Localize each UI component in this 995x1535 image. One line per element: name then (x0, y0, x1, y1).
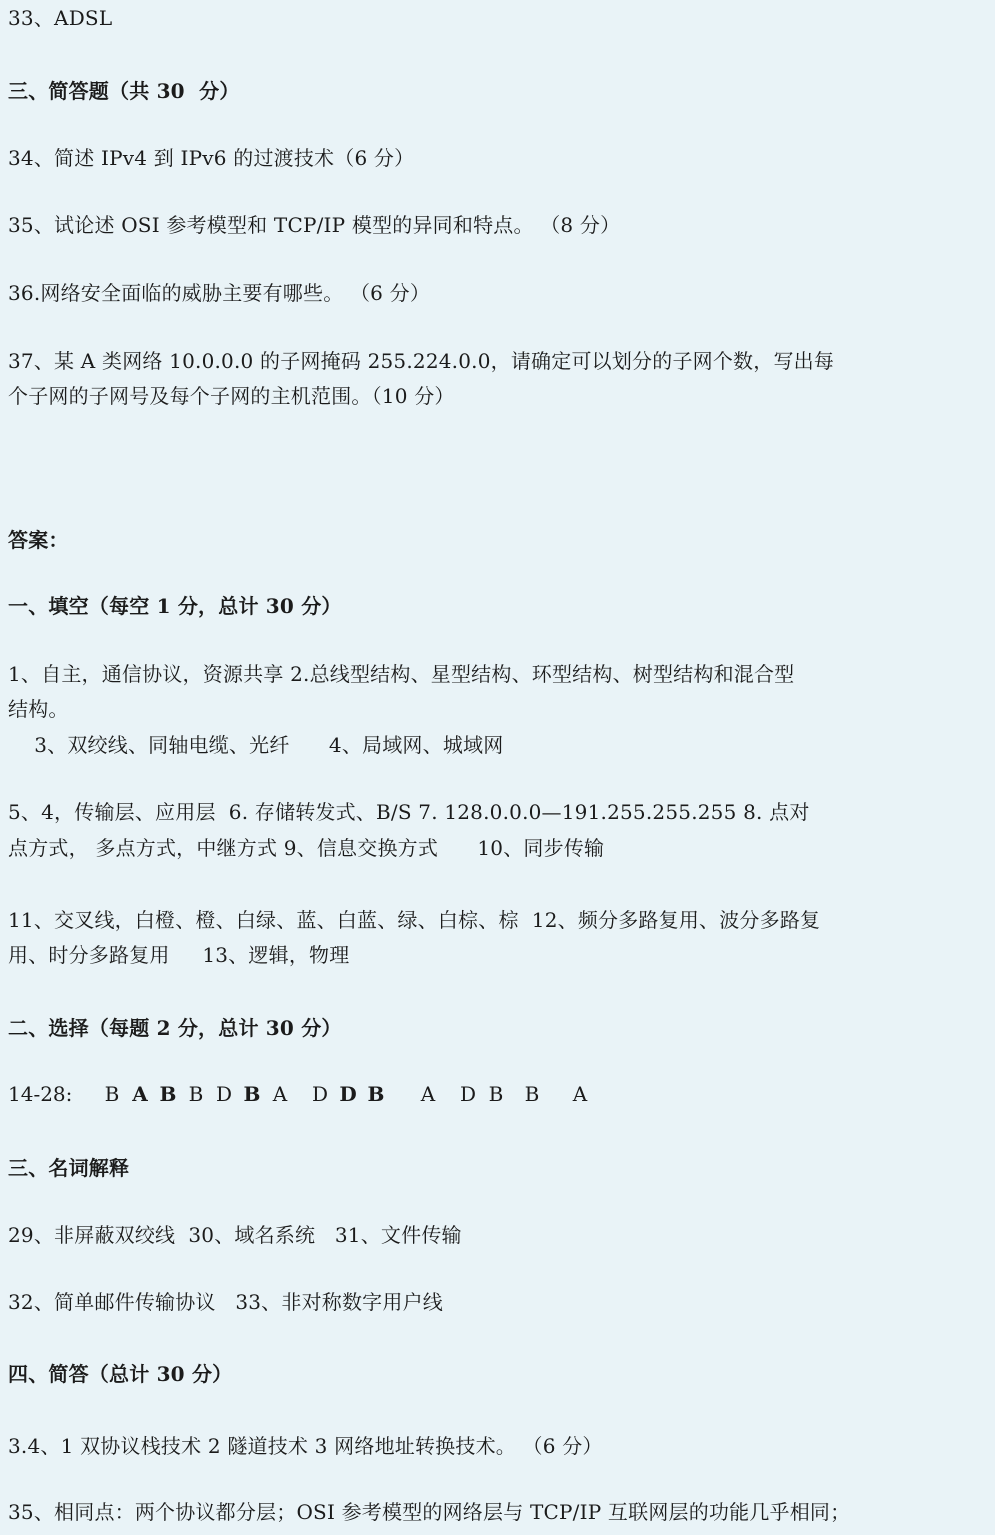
noun-answer-29-31: 29、非屏蔽双绞线 30、域名系统 31、文件传输 (8, 1223, 462, 1247)
answer-line-33: 33、ADSL (8, 6, 113, 30)
short-answer-34: 3.4、1 双协议栈技术 2 隧道技术 3 网络地址转换技术。 （6 分） (8, 1434, 603, 1458)
section-short-answer-title: 三、简答题（共 30 分） (8, 79, 240, 103)
choice-answer: B (104, 1082, 120, 1106)
choice-answer: B (159, 1082, 177, 1106)
fill-blank-answer-1: 1、自主，通信协议，资源共享 2.总线型结构、星型结构、环型结构、树型结构和混合型 (8, 662, 795, 686)
fill-blank-answer-3-4: 3、双绞线、同轴电缆、光纤 4、局域网、城域网 (8, 733, 504, 757)
fill-blank-answer-11-12-cont: 用、时分多路复用 13、逻辑，物理 (8, 943, 350, 967)
choice-answer: B (243, 1082, 261, 1106)
choice-answer: A (572, 1082, 588, 1106)
choice-answer: D (339, 1082, 357, 1106)
choice-answer: B (188, 1082, 204, 1106)
choice-answer: B (367, 1082, 385, 1106)
fill-blank-answer-11-12: 11、交叉线，白橙、橙、白绿、蓝、白蓝、绿、白棕、棕 12、频分多路复用、波分多路复 (8, 908, 821, 932)
choice-answer: D (459, 1082, 477, 1106)
noun-explanation-title: 三、名词解释 (8, 1156, 130, 1180)
choice-answer: B (524, 1082, 540, 1106)
question-36: 36.网络安全面临的威胁主要有哪些。 （6 分） (8, 281, 431, 305)
question-35: 35、试论述 OSI 参考模型和 TCP/IP 模型的异同和特点。 （8 分） (8, 213, 621, 237)
answer-heading: 答案： (8, 528, 69, 552)
choice-answer: A (132, 1082, 148, 1106)
fill-blank-answer-5-8: 5、4，传输层、应用层 6. 存储转发式、B/S 7. 128.0.0.0—191.255.255.255 8. 点对 (8, 800, 810, 824)
short-answer-section-title: 四、简答（总计 30 分） (8, 1362, 233, 1386)
fill-blank-answer-5-8-cont: 点方式， 多点方式，中继方式 9、信息交换方式 10、同步传输 (8, 836, 605, 860)
choice-answer: A (420, 1082, 436, 1106)
noun-answer-32-33: 32、简单邮件传输协议 33、非对称数字用户线 (8, 1290, 443, 1314)
question-37-line2: 个子网的子网号及每个子网的主机范围。（10 分） (8, 384, 455, 408)
choice-answer: D (215, 1082, 233, 1106)
choice-answer: D (311, 1082, 329, 1106)
fill-blank-section-title: 一、填空（每空 1 分，总计 30 分） (8, 594, 342, 618)
fill-blank-answer-1-cont: 结构。 (8, 697, 69, 721)
question-34: 34、简述 IPv4 到 IPv6 的过渡技术（6 分） (8, 146, 415, 170)
choice-answers (8, 1084, 594, 1104)
choice-answer: B (488, 1082, 504, 1106)
choice-section-title: 二、选择（每题 2 分，总计 30 分） (8, 1016, 342, 1040)
choice-answer: A (272, 1082, 288, 1106)
short-answer-35: 35、相同点：两个协议都分层；OSI 参考模型的网络层与 TCP/IP 互联网层的功能几乎相同； (8, 1500, 851, 1524)
question-37-line1: 37、某 A 类网络 10.0.0.0 的子网掩码 255.224.0.0，请确定可以划分的子网个数，写出每 (8, 349, 835, 373)
choice-range-label: 14-28: (8, 1082, 73, 1106)
